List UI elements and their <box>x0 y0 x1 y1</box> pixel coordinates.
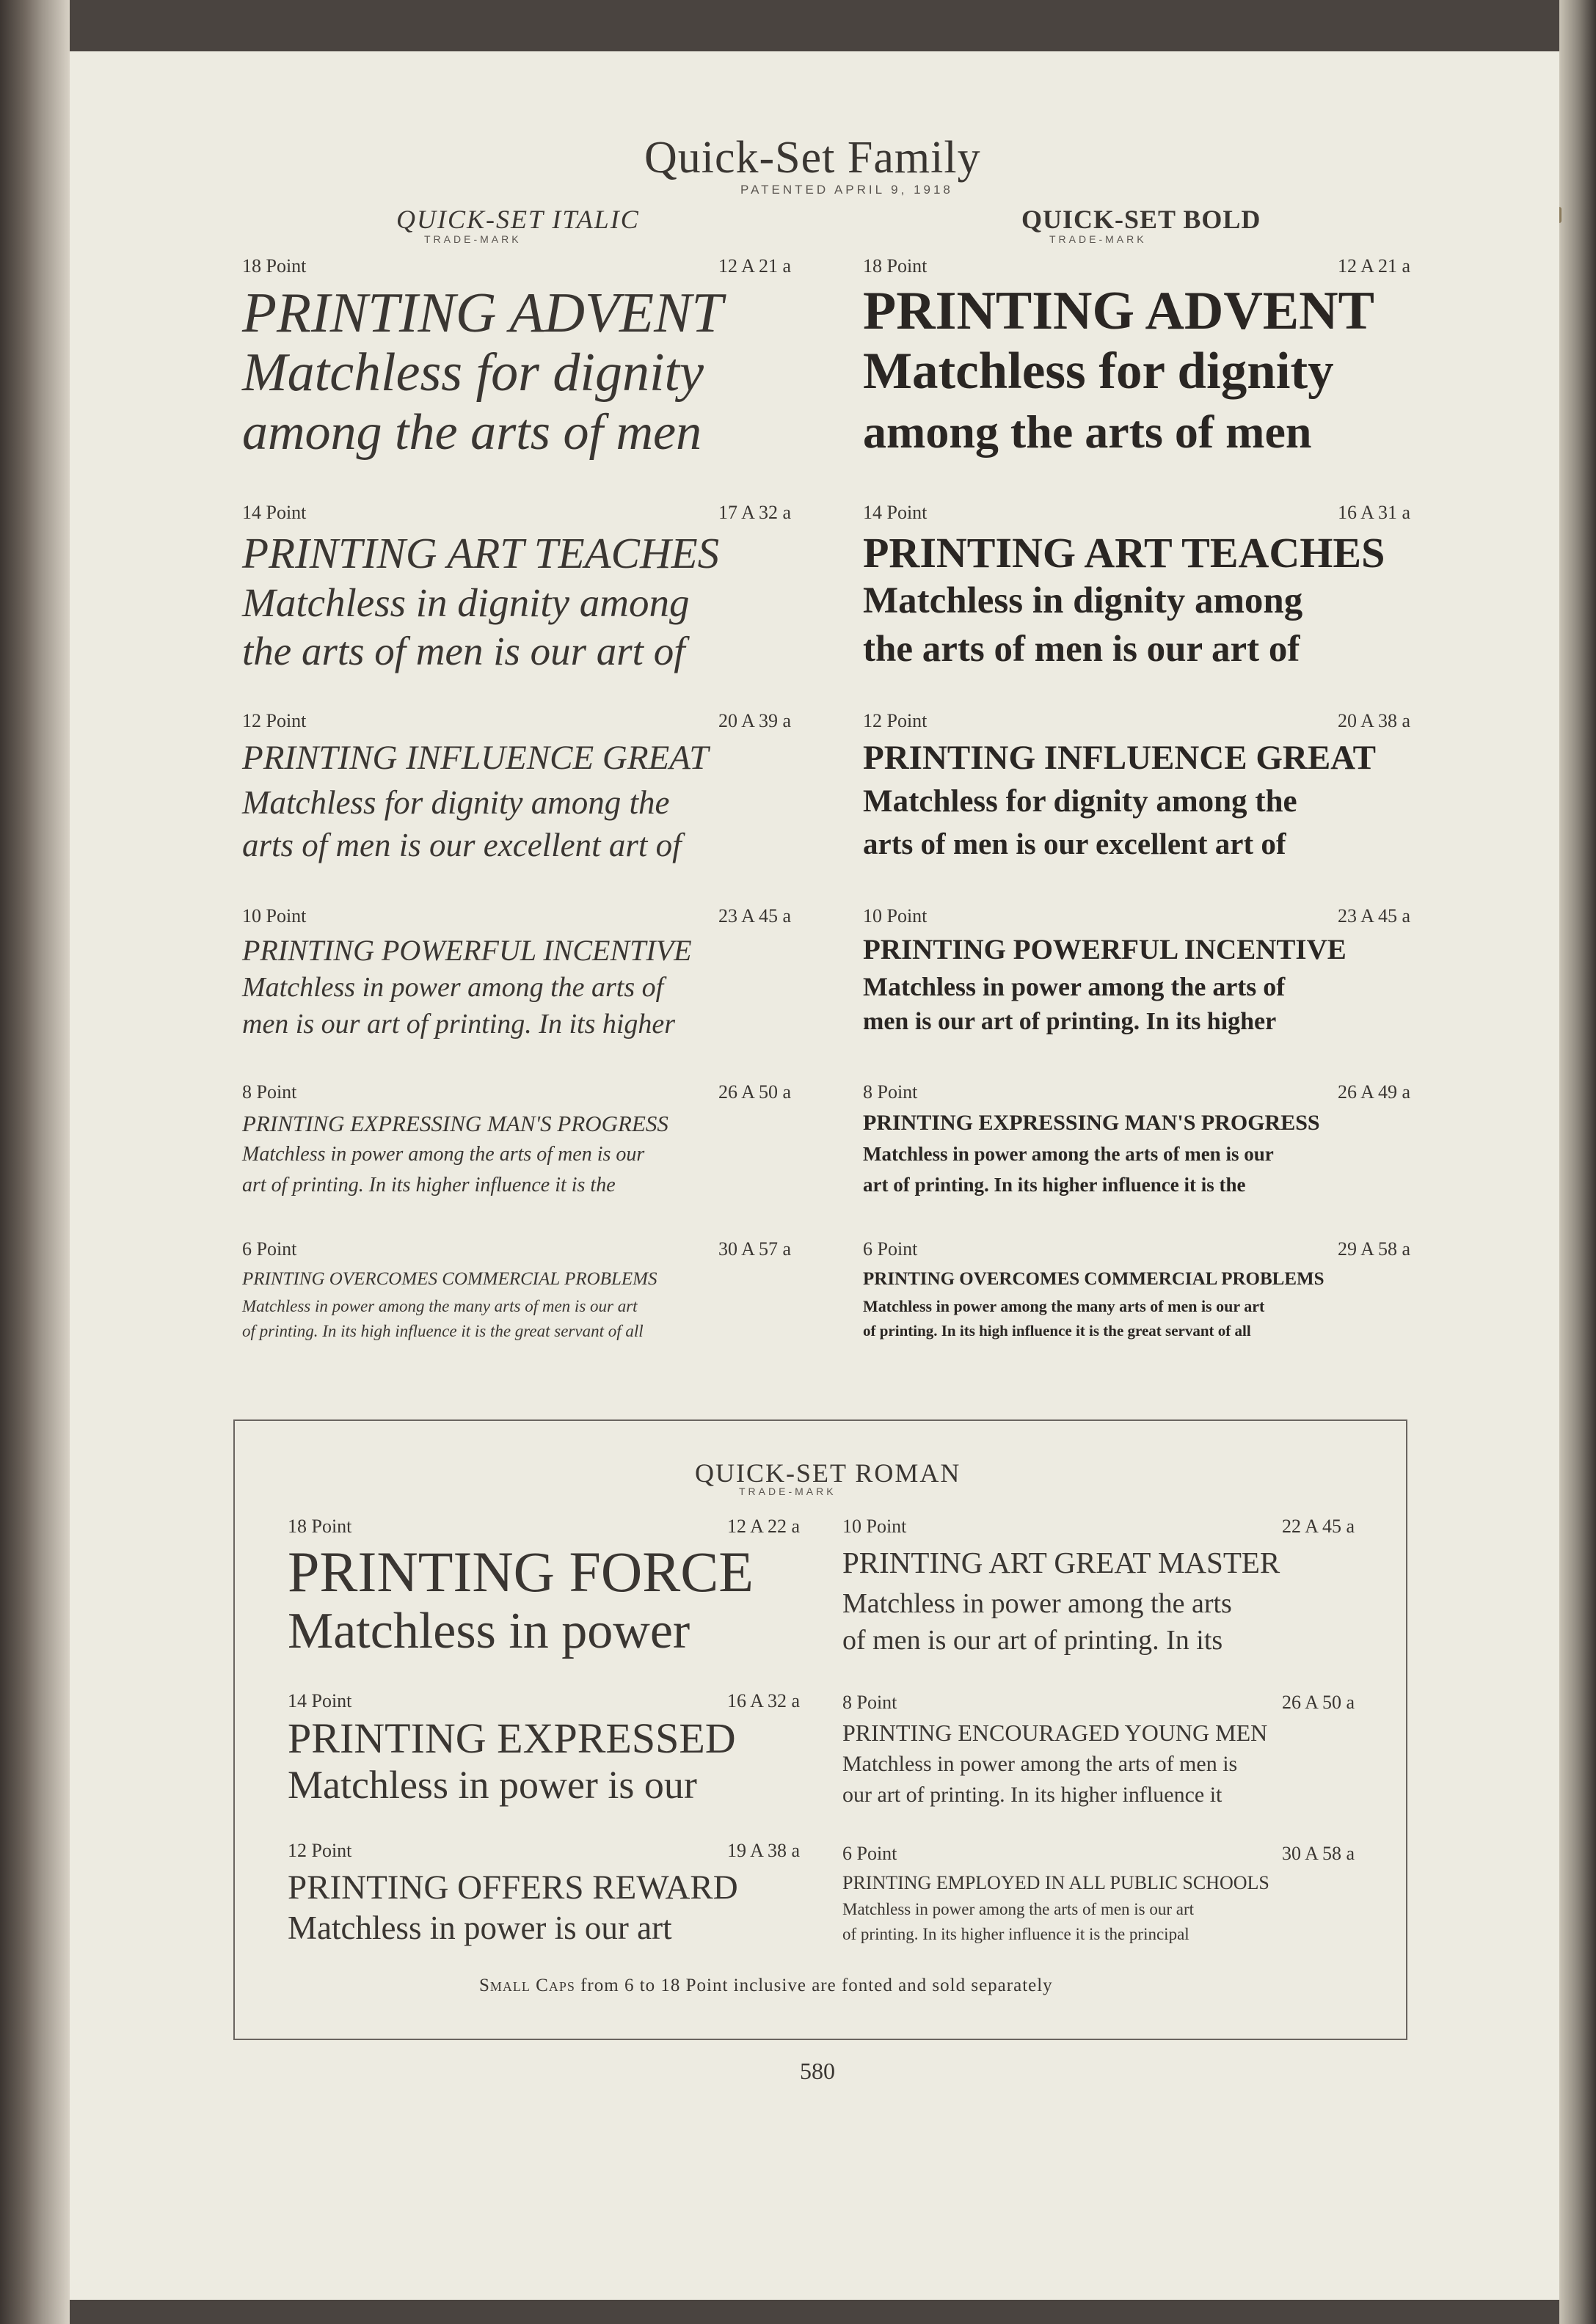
specimen-line: Matchless in power is our art <box>288 1910 672 1946</box>
specimen-line: PRINTING ART TEACHES <box>863 529 1385 577</box>
specimen-line: Matchless in power among the arts <box>842 1588 1232 1619</box>
bold-trademark: TRADE-MARK <box>1049 233 1147 245</box>
specimen-line: PRINTING INFLUENCE GREAT <box>242 739 709 777</box>
specimen-line: PRINTING ADVENT <box>863 281 1374 341</box>
roman-trademark: TRADE-MARK <box>739 1486 837 1497</box>
specimen-line: PRINTING EMPLOYED IN ALL PUBLIC SCHOOLS <box>842 1872 1269 1893</box>
specimen-line: PRINTING EXPRESSING MAN'S PROGRESS <box>863 1111 1320 1135</box>
specimen-size-label: 14 Point <box>288 1690 352 1711</box>
small-caps-note <box>479 1976 1053 1996</box>
specimen-line: Matchless in power is our <box>288 1763 697 1807</box>
font-count: 16 A 32 a <box>727 1690 800 1711</box>
font-count: 20 A 39 a <box>718 710 791 731</box>
specimen-line: the arts of men is our art of <box>863 629 1300 670</box>
specimen-line: of men is our art of printing. In its <box>842 1625 1223 1656</box>
specimen-line: our art of printing. In its higher influence it <box>842 1783 1222 1807</box>
specimen-line: Matchless in power <box>288 1603 690 1659</box>
specimen-line: PRINTING INFLUENCE GREAT <box>863 739 1376 777</box>
specimen-size-label: 12 Point <box>863 710 928 731</box>
font-count: 29 A 58 a <box>1338 1238 1410 1260</box>
specimen-line: Matchless in power among the arts of <box>242 972 664 1003</box>
page-number: 580 <box>800 2058 835 2084</box>
italic-trademark: TRADE-MARK <box>424 233 522 245</box>
specimen-size-label: 10 Point <box>863 905 928 927</box>
specimen-size-label: 8 Point <box>242 1081 297 1103</box>
specimen-line: of printing. In its high influence it is the great servant of all <box>863 1322 1251 1340</box>
specimen-line: among the arts of men <box>863 406 1312 458</box>
specimen-line: men is our art of printing. In its higher <box>242 1009 676 1039</box>
specimen-line: Matchless in power among the many arts of men is our art <box>242 1297 638 1315</box>
specimen-line: PRINTING ADVENT <box>242 281 724 344</box>
specimen-line: art of printing. In its higher influence it is the <box>863 1174 1246 1196</box>
specimen-line: Matchless in power among the arts of men is our art <box>842 1900 1195 1918</box>
specimen-size-label: 12 Point <box>242 710 307 731</box>
specimen-size-label: 6 Point <box>842 1843 897 1864</box>
font-count: 17 A 32 a <box>718 502 791 523</box>
specimen-line: Matchless in power among the arts of men is <box>842 1752 1238 1776</box>
specimen-line: PRINTING ENCOURAGED YOUNG MEN <box>842 1720 1268 1746</box>
specimen-line: Matchless for dignity <box>242 343 704 403</box>
specimen-line: among the arts of men <box>242 404 702 461</box>
specimen-line: PRINTING OVERCOMES COMMERCIAL PROBLEMS <box>242 1269 657 1289</box>
specimen-size-label: 10 Point <box>842 1516 907 1537</box>
font-count: 19 A 38 a <box>727 1840 800 1861</box>
specimen-line: PRINTING ART GREAT MASTER <box>842 1546 1280 1579</box>
font-count: 12 A 21 a <box>1338 255 1410 277</box>
specimen-line: arts of men is our excellent art of <box>242 827 682 863</box>
specimen-line: PRINTING OFFERS REWARD <box>288 1868 738 1907</box>
font-count: 12 A 22 a <box>727 1516 800 1537</box>
font-count: 20 A 38 a <box>1338 710 1410 731</box>
note-text: from 6 to 18 Point inclusive are fonted and sold separately <box>575 1976 1053 1995</box>
specimen-line: men is our art of printing. In its higher <box>863 1008 1277 1035</box>
specimen-size-label: 18 Point <box>242 255 307 277</box>
specimen-size-label: 18 Point <box>863 255 928 277</box>
font-count: 22 A 45 a <box>1282 1516 1355 1537</box>
specimen-size-label: 14 Point <box>242 502 307 523</box>
specimen-size-label: 10 Point <box>242 905 307 927</box>
font-count: 30 A 57 a <box>718 1238 791 1260</box>
italic-heading: QUICK-SET ITALIC <box>396 205 640 234</box>
specimen-line: PRINTING OVERCOMES COMMERCIAL PROBLEMS <box>863 1269 1324 1289</box>
specimen-line: Matchless in power among the many arts of men is our art <box>863 1297 1265 1315</box>
font-count: 12 A 21 a <box>718 255 791 277</box>
specimen-line: the arts of men is our art of <box>242 629 685 673</box>
specimen-line: Matchless for dignity among the <box>242 784 670 821</box>
roman-heading: QUICK-SET ROMAN <box>695 1458 961 1488</box>
specimen-line: PRINTING FORCE <box>288 1540 754 1604</box>
patent-notice: PATENTED APRIL 9, 1918 <box>740 183 953 197</box>
specimen-line: PRINTING POWERFUL INCENTIVE <box>863 934 1347 965</box>
specimen-line: arts of men is our excellent art of <box>863 827 1286 860</box>
specimen-line: of printing. In its higher influence it is the principal <box>842 1925 1189 1943</box>
specimen-line: Matchless in dignity among <box>863 580 1303 621</box>
specimen-size-label: 8 Point <box>842 1692 897 1713</box>
page-edge <box>1559 0 1596 2324</box>
small-caps-phrase: Small Caps <box>479 1976 575 1995</box>
book-spine <box>0 0 70 2324</box>
specimen-line: Matchless in power among the arts of men is our <box>863 1143 1274 1165</box>
specimen-line: Matchless for dignity <box>863 343 1334 400</box>
bold-heading: QUICK-SET BOLD <box>1021 205 1261 234</box>
font-count: 16 A 31 a <box>1338 502 1410 523</box>
page-title: Quick-Set Family <box>644 133 981 183</box>
specimen-size-label: 12 Point <box>288 1840 352 1861</box>
font-count: 23 A 45 a <box>718 905 791 927</box>
font-count: 26 A 50 a <box>718 1081 791 1103</box>
font-count: 26 A 49 a <box>1338 1081 1410 1103</box>
specimen-line: PRINTING EXPRESSING MAN'S PROGRESS <box>242 1111 668 1136</box>
specimen-line: Matchless for dignity among the <box>863 784 1297 819</box>
specimen-line: PRINTING POWERFUL INCENTIVE <box>242 934 692 967</box>
specimen-size-label: 6 Point <box>863 1238 918 1260</box>
font-count: 23 A 45 a <box>1338 905 1410 927</box>
specimen-line: art of printing. In its higher influence it is the <box>242 1174 616 1196</box>
specimen-line: Matchless in power among the arts of <box>863 972 1286 1001</box>
specimen-size-label: 6 Point <box>242 1238 297 1260</box>
font-count: 30 A 58 a <box>1282 1843 1355 1864</box>
specimen-size-label: 18 Point <box>288 1516 352 1537</box>
specimen-line: PRINTING ART TEACHES <box>242 529 720 577</box>
specimen-size-label: 14 Point <box>863 502 928 523</box>
font-count: 26 A 50 a <box>1282 1692 1355 1713</box>
specimen-size-label: 8 Point <box>863 1081 918 1103</box>
specimen-line: Matchless in power among the arts of men is our <box>242 1143 645 1166</box>
specimen-line: Matchless in dignity among <box>242 580 690 625</box>
specimen-line: of printing. In its high influence it is the great servant of all <box>242 1322 644 1340</box>
specimen-line: PRINTING EXPRESSED <box>288 1714 736 1762</box>
